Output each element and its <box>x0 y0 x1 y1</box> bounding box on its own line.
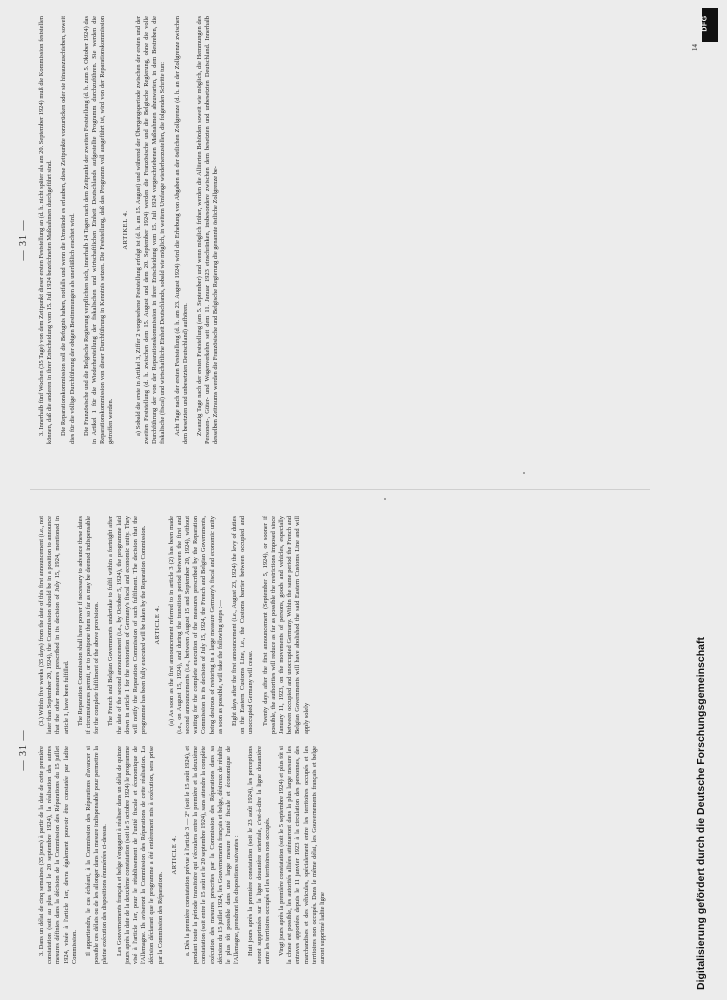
paragraph: 3. Innerhalb fünf Wochen (35 Tage) von dem Zeitpunkt dieser ersten Feststellung an (d. h. nicht später als am 20. September 1924) muß die Kommission feststellen können, daß die anderen in ihrer Entscheidung vom 15. Juli 1924 bezeichneten Maßnahmen durchgeführt sind. <box>38 16 54 444</box>
dfg-logo-text: DFG <box>701 15 709 32</box>
page-mark <box>688 40 702 60</box>
paragraph: (a) As soon as the first announcement referred to in article 3 (2) has been made (i.e., on August 15, 1924), and during the transition period between the first and second announcements (i.e., between August 15 and September 20, 1924), without waiting for the complete execution of the measures prescribed by the Reparation Commission in its decision of July 15, 1924, the French and Belgian Governments, being desirous of restoring in a large measure Germany's fiscal and economic unity as soon as possible, will take the following steps :— <box>167 516 224 734</box>
article-heading: ARTICLE 4. <box>154 605 162 645</box>
paragraph: Les Gouvernements français et belge s'engagent à réaliser dans un délai de quinze jours après la date de la deuxième constatation (soit le 5 octobre 1924) le programme visé à l'article 1er, pour le rétablissement de l'unité fiscale et économique de l'Allemagne. Ils aviseront la Commission des Réparations de cette réalisation. La décision déclarant que le programme a été entièrement mis à exécution, sera prise par la Commission des Réparations. <box>115 746 164 964</box>
right-page <box>10 0 665 480</box>
scan-speck <box>523 472 525 474</box>
german-column <box>38 10 645 450</box>
article-heading: ARTICLE 4. <box>170 835 178 875</box>
left-page <box>10 500 665 1000</box>
paragraph: The Reparation Commission shall have power if necessary to advance these dates if circumstances permit, or to postpone them so far as may be deemed indispensable for the complete fulfilment of the above provisions. <box>76 516 101 734</box>
right-page-number: — 31 — <box>18 219 29 261</box>
left-page-number: — 31 — <box>18 729 29 771</box>
paragraph: Il appartiendra, le cas échéant, à la Commission des Réparations d'avancer si possible ces délais ou de les allonger dans la mesure indispensable pour permettre la pleine exécution des dispositions énumérées ci-dessus. <box>85 746 109 964</box>
dfg-logo <box>702 8 718 42</box>
paragraph: 3. Dans un délai de cinq semaines (35 jours) à partir de la date de cette première constatation (soit au plus tard le 20 septembre 1924), la réalisation des autres mesures définies dans la décision de la Commission des Réparations du 15 juillet 1924, visée à l'article 1er, devra également pouvoir être constatée par ladite Commission. <box>38 746 78 964</box>
page-mark-text: 14 <box>691 44 699 51</box>
page-gutter <box>30 489 650 490</box>
paragraph: Zwanzig Tage nach der ersten Feststellung (am 5. September) und wenn möglich früher, werden die Alliierten Behörden soweit wie möglich, die Hemmungen des Personen-, Güter- und Wagenverkehrs seit dem 11. Januar 1923 einschränken, insbesondere zwischen dem besetzten und unbesetzten Deutschland. Innerhalb desselben Zeitraums werden die Französische und Belgische Regierung die genannte östliche Zollgrenze be- <box>196 16 220 444</box>
paragraph: Vingt jours après la première constatation (soit le 5 septembre 1924) et plus tôt si la chose est possible, les autorités alliées atténueront dans la plus large mesure les entraves apportées depuis le 11 janvier 1923 à la circulation des personnes, des marchandises et des véhicules, spécialement entre les territoires occupés et les territoires non occupés. Dans le même délai, les Gouvernements français et belge auront supprimé ladite ligne <box>278 746 327 964</box>
paragraph: (3.) Within five weeks (35 days) from the date of this first announcement (i.e., not later than September 20, 1924), the Commission should be in a position to announce that the other measures prescribed in its decision of July 15, 1924, mentioned in article 1, have been fulfilled. <box>38 516 70 734</box>
scan-speck <box>384 498 386 500</box>
paragraph: The French and Belgian Governments undertake to fulfil within a fortnight after the date of the second announcement (i.e., by October 5, 1924), the programme laid down in article 1 for the restoration of Germany's fiscal and economic unity. They will notify the Reparation Commission of such fulfilment. The decision that the programme has been fully executed will be taken by the Reparation Commission. <box>107 516 148 734</box>
paragraph: Die Französische und die Belgische Regierung verpflichten sich, innerhalb 14 Tagen nach dem Zeitpunkt der zweiten Feststellung (d. h. zum 5. Oktober 1924) das in Artikel 1 für die Wiederherstellung der fiskalischen und wirtschaftlichen Einheit Deutschlands aufgestellte Programm durchzuführen. Sie werden die Reparationskommission von dieser Durchführung in Kenntnis setzen. Die Feststellung, daß das Programm voll ausgeführt ist, wird von der Reparationskommission getroffen werden. <box>82 16 115 444</box>
article-heading: ARTIKEL 4. <box>121 210 129 250</box>
paragraph: Die Reparationskommission soll die Befugnis haben, notfalls und wenn die Umstände es erlauben, diese Zeitpunkte vorzurücken oder sie hinauszuschieben, soweit dies für die völlige Durchführung der obigen Bestimmungen als unerläßlich erachtet wird. <box>60 16 76 444</box>
paragraph: Acht Tage nach der ersten Feststellung (d. h. am 23. August 1924) wird die Erhebung von Abgaben an der östlichen Zollgrenze (d. h. an der Zollgrenze zwischen dem besetzten und unbesetzten Deutschland) aufhören. <box>173 16 189 444</box>
paragraph: Eight days after the first announcement (i.e., August 23, 1924) the levy of duties on the Eastern Customs Line, i.e., the Customs barrier between occupied and unoccupied Germany will cease. <box>231 516 255 734</box>
paragraph: Twenty days after the first announcement (September 5, 1924), or sooner if possible, the authorities will reduce as far as possible the restrictions imposed since January 11, 1923, on the movements of persons, goods and vehicles, especially between occupied and unoccupied Germany. Within the same period the French and Belgian Governments will have abolished the said Eastern Customs Line and will apply solely <box>261 516 310 734</box>
french-column <box>38 740 645 970</box>
paragraph: a. Dès la première constatation prévue à l'article 3 — 2° (soit le 15 août 1924), et pendant toute la période transitoire qui s'écoulera entre la première et la deuxième constatation (soit entre le 15 août et le 20 septembre 1924), sans attendre la complète exécution des mesures prescrites par la Commission des Réparations dans sa décision du 15 juillet 1924, les Gouvernements français et belge, désireux de rétablir le plus tôt possible dans une large mesure l'unité fiscale et économique de l'Allemagne, prendront les dispositions suivantes : <box>184 746 241 964</box>
digitization-note-text: Digitalisierung gefördert durch die Deutsche Forschungsgemeinschaft <box>695 637 707 990</box>
left-page-columns <box>38 510 645 970</box>
digitization-note <box>695 470 719 990</box>
paragraph: Huit jours après la première constatation (soit le 23 août 1924), les perceptions seront supprimées sur la ligne douanière orientale, c'est-à-dire la ligne douanière entre les territoires occupés et les territoires non occupés. <box>247 746 271 964</box>
right-page-columns <box>38 10 645 450</box>
paragraph: a) Sobald die erste in Artikel 3, Ziffer 2 vorgesehene Feststellung erfolgt ist (d. h. am 15. August) und während der Übergangsperiode zwischen der ersten und der zweiten Feststellung (d. h. zwischen dem 15. August und dem 20. September 1924) werden die Französische und die Belgische Regierung, ohne die volle Durchführung der von der Reparationskommission in ihrer Entscheidung vom 15. Juli 1924 vorgeschriebenen Maßnahmen abzuwarten, in dem Bestreben, die fiskalische (fiscal) und wirtschaftliche Einheit Deutschlands, sobald wie möglich, in weitem Umfange wiederherzustellen, die folgenden Schritte tun: <box>134 16 167 444</box>
rotated-sheet <box>10 0 665 1000</box>
english-column <box>38 510 645 740</box>
